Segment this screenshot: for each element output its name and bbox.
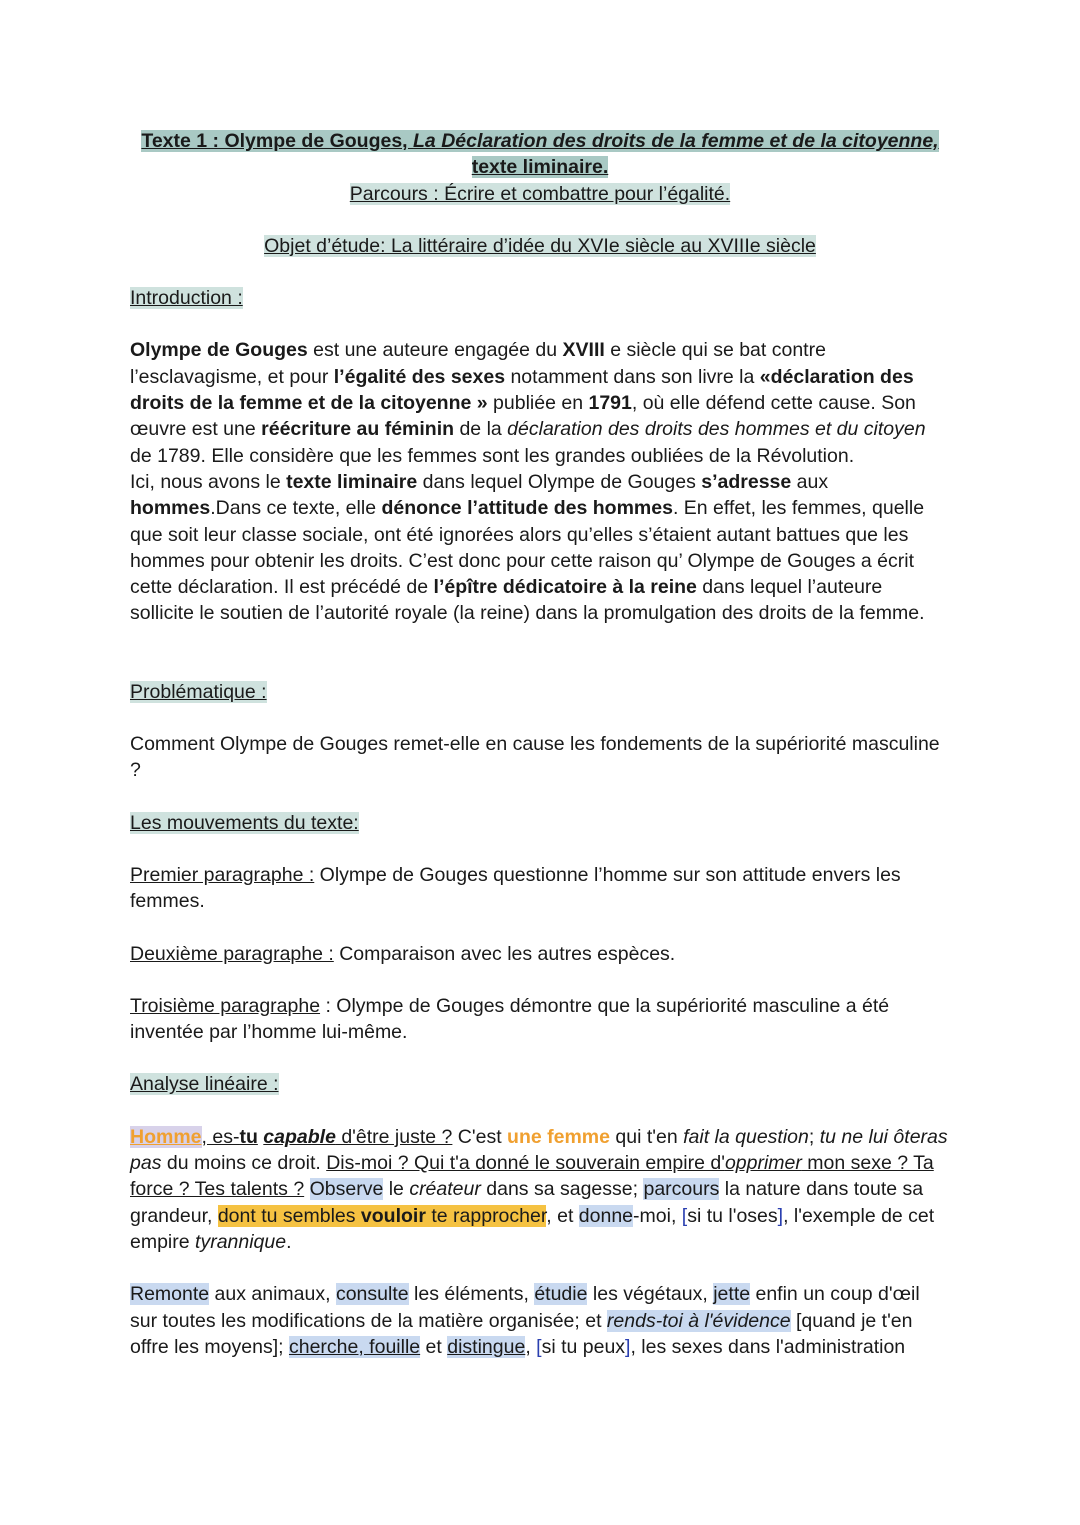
intro-s2c: aux bbox=[791, 470, 829, 493]
intro-s1-bold4: «déclaration des droits de la femme et de la citoyenne » bbox=[130, 365, 914, 415]
document-page bbox=[130, 128, 950, 1360]
analyse-heading bbox=[130, 1071, 950, 1097]
a-3: C'est bbox=[452, 1125, 508, 1148]
a-br2: ] bbox=[777, 1204, 784, 1227]
intro-s1-bold2: XVIII bbox=[562, 339, 605, 362]
a-fait: fait la question bbox=[683, 1125, 809, 1148]
a-14: . bbox=[286, 1230, 292, 1253]
a-12: -moi, bbox=[633, 1204, 682, 1227]
intro-s1-bold3: l’égalité des sexes bbox=[333, 365, 506, 388]
a-11: , et bbox=[546, 1204, 579, 1227]
b-jette: jette bbox=[713, 1283, 751, 1306]
word-homme: Homme bbox=[130, 1125, 202, 1148]
a-observe: Observe bbox=[309, 1178, 384, 1201]
a-5: ; bbox=[808, 1125, 820, 1148]
intro-s2d: .Dans ce texte, elle bbox=[210, 497, 382, 520]
intro-s2: Ici, nous avons le bbox=[130, 470, 287, 493]
b-situpeux: si tu peux bbox=[541, 1335, 626, 1358]
a-6: du moins ce droit. bbox=[161, 1152, 327, 1175]
a-femme: une femme bbox=[507, 1125, 610, 1148]
a-vouloir: vouloir bbox=[360, 1204, 426, 1227]
a-13: , l'exemple de cet empire bbox=[130, 1204, 935, 1253]
intro-s1-italic: déclaration des droits des hommes et du citoyen bbox=[507, 418, 926, 441]
b-distingue: distingue bbox=[447, 1335, 526, 1358]
a-1: , es- bbox=[201, 1125, 240, 1148]
b-remonte: Remonte bbox=[130, 1283, 210, 1306]
a-10: la nature dans toute sa grandeur, bbox=[130, 1178, 924, 1227]
intro-s1g: de 1789. Elle considère que les femmes sont les grandes oubliées de la Révolution. bbox=[130, 444, 855, 467]
b-etudie: étudie bbox=[534, 1283, 588, 1306]
b-5: [quand je t'en offre les moyens]; bbox=[130, 1309, 913, 1358]
b-br1: [ bbox=[536, 1335, 542, 1358]
intro-heading bbox=[130, 285, 950, 311]
b-consulte: consulte bbox=[335, 1283, 409, 1306]
a-br1: [ bbox=[681, 1204, 688, 1227]
analyse-paragraph-1 bbox=[130, 1124, 950, 1255]
objet-text: Objet d’étude: La littéraire d’idée du XVIe siècle au XVIIIe siècle bbox=[264, 234, 816, 257]
intro-s2-bold4: dénonce l’attitude des hommes bbox=[381, 497, 673, 520]
intro-s2-bold2: s’adresse bbox=[701, 470, 792, 493]
a-9: dans sa sagesse; bbox=[480, 1178, 644, 1201]
a-rappro: te rapprocher bbox=[425, 1204, 547, 1227]
intro-s2-bold: texte liminaire bbox=[286, 470, 418, 493]
problematique-heading bbox=[130, 679, 950, 705]
intro-s1-bold6: réécriture au féminin bbox=[261, 418, 455, 441]
a-dont: dont tu sembles bbox=[217, 1204, 361, 1227]
a-tyran: tyrannique bbox=[195, 1230, 287, 1253]
mouvements-heading-text: Les mouvements du texte: bbox=[130, 811, 359, 834]
a-donne: donne bbox=[578, 1204, 634, 1227]
intro-heading-text: Introduction : bbox=[130, 287, 243, 310]
a-8: le bbox=[383, 1178, 410, 1201]
b-rends: rends-toi à l'évidence bbox=[606, 1309, 791, 1332]
problematique-heading-text: Problématique : bbox=[130, 680, 267, 703]
a-situ: si tu l'oses bbox=[687, 1204, 778, 1227]
intro-s2-bold5: l’épître dédicatoire à la reine bbox=[433, 576, 697, 599]
intro-s1-bold5: 1791 bbox=[588, 392, 632, 415]
a-4: qui t'en bbox=[610, 1125, 684, 1148]
mouvement-3-text: : Olympe de Gouges démontre que la supériorité masculine a été inventée par l’homme lui-même. bbox=[130, 994, 890, 1044]
mouvement-1 bbox=[130, 862, 950, 915]
b-1: aux animaux, bbox=[209, 1283, 336, 1306]
mouvement-3 bbox=[130, 993, 950, 1046]
a-capable: capable bbox=[263, 1125, 336, 1148]
problematique-text: Comment Olympe de Gouges remet-elle en cause les fondements de la supériorité masculine ? bbox=[130, 733, 940, 782]
a-tunelui: tu ne lui ôteras pas bbox=[130, 1125, 948, 1175]
intro-s1d: publiée en bbox=[487, 392, 589, 415]
objet-line bbox=[130, 233, 950, 259]
intro-s1c: notamment dans son livre la bbox=[505, 365, 760, 388]
b-et: et bbox=[420, 1335, 448, 1358]
title-line2: texte liminaire. bbox=[471, 156, 609, 179]
intro-s1f: de la bbox=[454, 418, 508, 441]
intro-s1: est une auteure engagée du bbox=[307, 339, 563, 362]
a-dismoi: Dis-moi ? Qui t'a donné le souverain empire d' bbox=[326, 1152, 725, 1175]
title-italic: La Déclaration des droits de la femme et de la citoyenne, bbox=[413, 130, 939, 152]
document-title bbox=[130, 128, 950, 181]
mouvement-2-label: Deuxième paragraphe : bbox=[130, 942, 334, 965]
a-mon: mon sexe ? Ta force ? Tes talents ? bbox=[130, 1152, 934, 1201]
b-3: les végétaux, bbox=[587, 1283, 714, 1306]
a-parcours: parcours bbox=[643, 1178, 720, 1201]
a-7 bbox=[304, 1178, 309, 1200]
mouvement-1-text: Olympe de Gouges questionne l’homme sur son attitude envers les femmes. bbox=[130, 863, 901, 913]
parcours-text: Parcours : Écrire et combattre pour l’égalité. bbox=[349, 182, 731, 205]
intro-paragraph bbox=[130, 337, 950, 626]
a-tu: tu bbox=[239, 1125, 258, 1148]
intro-s2f: dans lequel l’auteure sollicite le soutien de l’autorité royale (la reine) dans la promulgation des droits de la femme. bbox=[130, 576, 925, 625]
analyse-heading-text: Analyse linéaire : bbox=[130, 1073, 279, 1096]
a-opprimer: opprimer bbox=[724, 1152, 802, 1175]
title-prefix: Texte 1 : Olympe de Gouges, bbox=[141, 130, 414, 152]
a-2: d'être juste ? bbox=[335, 1125, 453, 1148]
mouvement-2 bbox=[130, 941, 950, 967]
mouvements-heading bbox=[130, 810, 950, 836]
b-br2: ] bbox=[625, 1335, 631, 1358]
b-4: enfin un coup d'œil sur toutes les modifications de la matière organisée; et bbox=[130, 1283, 920, 1332]
intro-s2b: dans lequel Olympe de Gouges bbox=[417, 470, 702, 493]
b-2: les éléments, bbox=[408, 1283, 535, 1306]
intro-s1b: e siècle qui se bat contre l’esclavagisme, et pour bbox=[130, 339, 826, 388]
mouvement-3-label: Troisième paragraphe bbox=[130, 994, 321, 1017]
b-6: , bbox=[525, 1335, 537, 1358]
intro-s1e: , où elle défend cette cause. Son œuvre est une bbox=[130, 392, 916, 441]
a-createur: créateur bbox=[409, 1178, 481, 1201]
parcours-line bbox=[130, 181, 950, 207]
intro-s2-bold3: hommes bbox=[130, 497, 211, 520]
intro-s1-bold: Olympe de Gouges bbox=[130, 339, 308, 362]
b-7: , les sexes dans l'administration bbox=[630, 1335, 906, 1358]
mouvement-1-label: Premier paragraphe : bbox=[130, 863, 315, 886]
mouvement-2-text: Comparaison avec les autres espèces. bbox=[333, 942, 676, 965]
analyse-paragraph-2 bbox=[130, 1281, 950, 1360]
intro-s2e: . En effet, les femmes, quelle que soit leur classe sociale, ont été ignorées alors qu’elles s’étaient autant battues que les hommes pour obtenir les droits. C’est donc pour cette raison qu’ Olympe de Gouges a écrit cette déclaration. Il est précédé de bbox=[130, 497, 925, 599]
b-cherche: cherche, fouille bbox=[288, 1335, 421, 1358]
